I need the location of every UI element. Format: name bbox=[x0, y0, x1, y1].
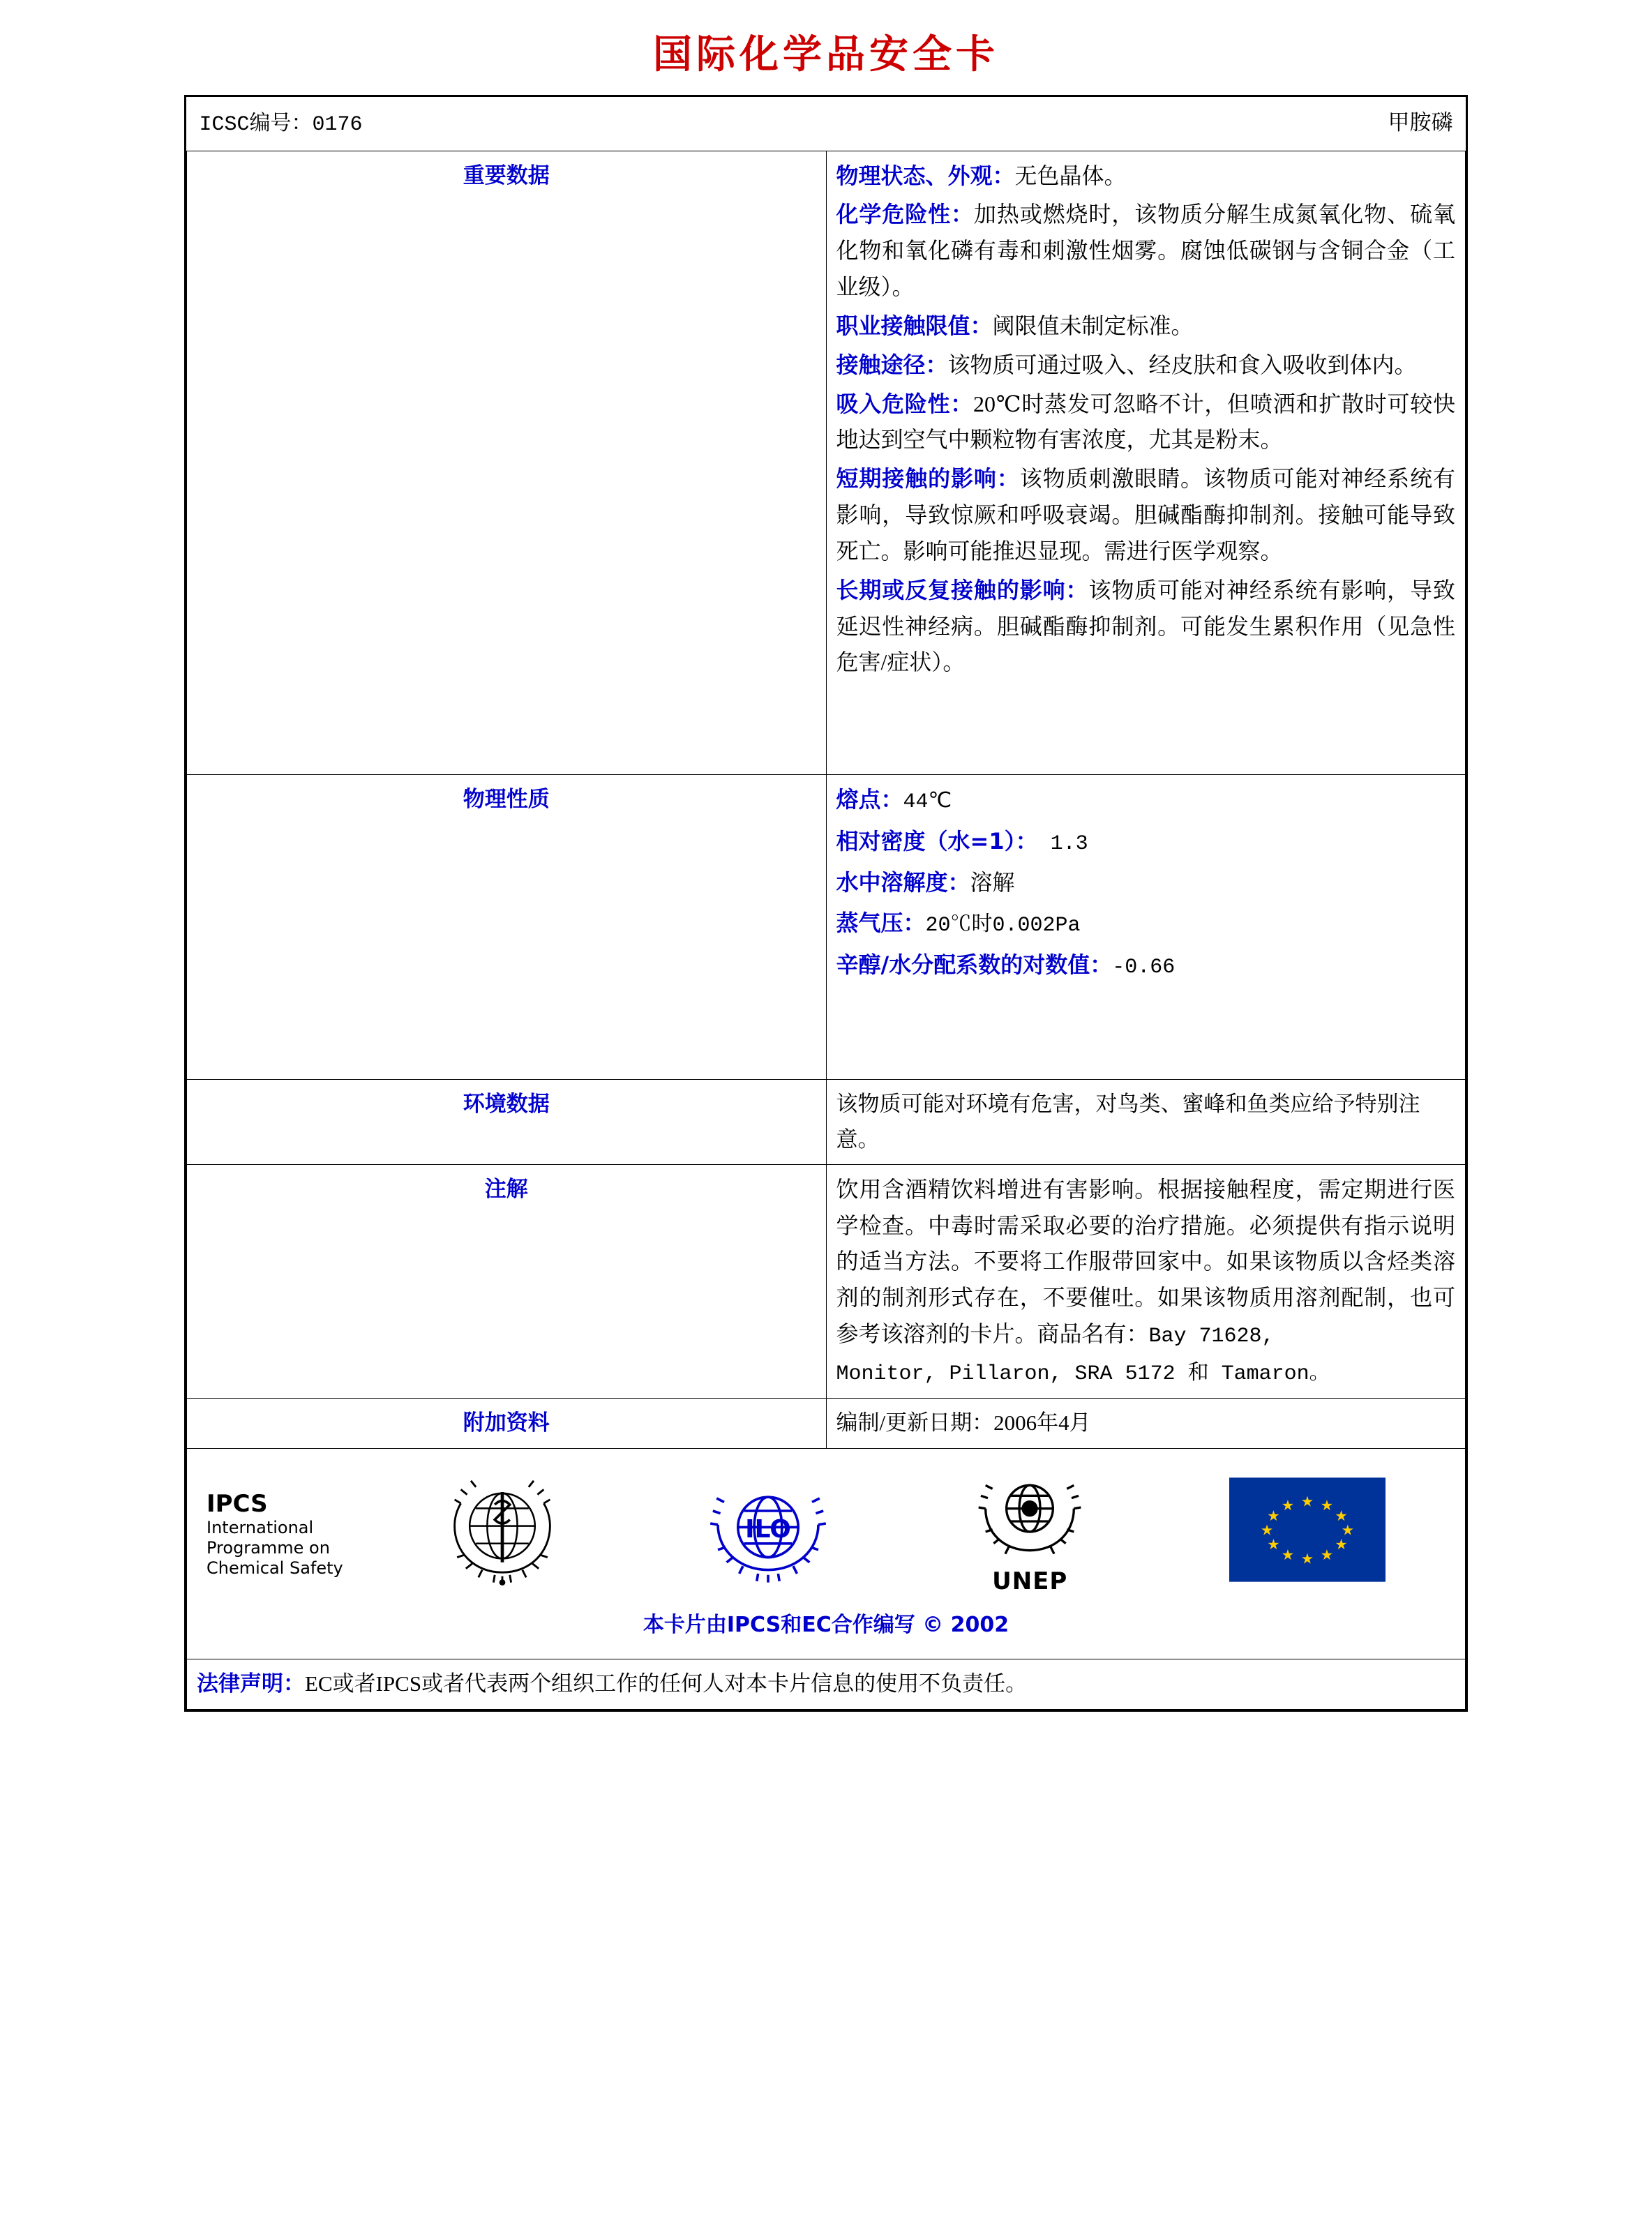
physical-item-label: 辛醇/水分配系数的对数值： bbox=[836, 951, 1113, 978]
ipcs-line-2: Programme on bbox=[206, 1538, 330, 1558]
eu-flag-slot bbox=[1159, 1477, 1456, 1592]
svg-text:★: ★ bbox=[1260, 1523, 1274, 1539]
environmental-data-content: 该物质可能对环境有危害，对鸟类、蜜峰和鱼类应给予特别注意。 bbox=[826, 1080, 1466, 1164]
who-logo-slot bbox=[370, 1467, 636, 1603]
physical-item-value: -0.66 bbox=[1112, 955, 1176, 979]
physical-properties-content bbox=[826, 775, 1466, 1080]
important-item-label: 吸入危险性： bbox=[836, 390, 974, 417]
svg-text:★: ★ bbox=[1341, 1523, 1354, 1539]
important-item bbox=[836, 347, 1456, 384]
notes-label: 注解 bbox=[187, 1164, 827, 1399]
icsc-number-label: ICSC编号： bbox=[199, 113, 313, 137]
physical-item-label: 相对密度（水=1）： bbox=[836, 827, 1038, 854]
credit-line: 本卡片由IPCS和EC合作编写 © 2002 bbox=[643, 1612, 1009, 1637]
svg-text:ILO: ILO bbox=[744, 1514, 791, 1544]
important-data-row bbox=[187, 151, 1466, 775]
ipcs-line-1: International bbox=[206, 1517, 314, 1537]
unep-logo bbox=[970, 1469, 1089, 1601]
legal-row bbox=[187, 1659, 1466, 1709]
physical-item-value: 1.3 bbox=[1037, 831, 1088, 856]
important-item bbox=[836, 158, 1456, 195]
footer-logos-cell bbox=[187, 1448, 1466, 1659]
svg-text:★: ★ bbox=[1281, 1498, 1294, 1514]
ipcs-abbrev: IPCS bbox=[206, 1489, 268, 1518]
important-item bbox=[836, 573, 1456, 681]
important-item-label: 化学危险性： bbox=[836, 201, 974, 228]
page-title: 国际化学品安全卡 bbox=[653, 32, 999, 77]
svg-text:★: ★ bbox=[1281, 1547, 1294, 1563]
svg-text:★: ★ bbox=[1320, 1498, 1333, 1514]
important-item-text: 20℃时蒸发可忽略不计，但喷洒和扩散时可较快地达到空气中颗粒物有害浓度，尤其是粉末。 bbox=[836, 391, 1455, 453]
notes-trade-names-2: Monitor, Pillaron, SRA 5172 和 Tamaron。 bbox=[836, 1362, 1330, 1386]
ilo-logo bbox=[705, 1467, 831, 1603]
notes-content bbox=[826, 1164, 1466, 1399]
important-item bbox=[836, 386, 1456, 459]
important-item-label: 接触途径： bbox=[836, 351, 948, 378]
svg-text:★: ★ bbox=[1267, 1537, 1280, 1553]
important-item bbox=[836, 197, 1456, 305]
logos-container bbox=[197, 1456, 1455, 1607]
chemical-name: 甲胺磷 bbox=[1388, 110, 1453, 135]
important-item-label: 职业接触限值： bbox=[836, 312, 993, 339]
svg-text:★: ★ bbox=[1300, 1551, 1314, 1567]
physical-item bbox=[836, 865, 1456, 901]
eu-flag-icon bbox=[1229, 1477, 1386, 1592]
physical-item-value: 44℃ bbox=[903, 790, 952, 815]
svg-text:★: ★ bbox=[1320, 1547, 1333, 1563]
svg-text:★: ★ bbox=[1335, 1508, 1348, 1524]
svg-text:★: ★ bbox=[1267, 1508, 1280, 1524]
physical-item-label: 熔点： bbox=[836, 786, 903, 813]
important-item bbox=[836, 461, 1456, 569]
additional-info-row bbox=[187, 1399, 1466, 1448]
card-header-row bbox=[187, 97, 1466, 151]
important-data-content bbox=[826, 151, 1466, 775]
important-item-text: 加热或燃烧时，该物质分解生成氮氧化物、硫氧化物和氧化磷有毒和刺激性烟雾。腐蚀低碳钢与含铜合金（工业级）。 bbox=[836, 202, 1455, 300]
important-data-label: 重要数据 bbox=[187, 151, 827, 775]
notes-text: 饮用含酒精饮料增进有害影响。根据接触程度，需定期进行医学检查。中毒时需采取必要的治疗措施。必须提供有指示说明的适当方法。不要将工作服带回家中。如果该物质以含烃类溶剂的制剂形式存在，不要催吐。如果该物质用溶剂配制，也可参考该溶剂的卡片。商品名有： bbox=[836, 1176, 1455, 1347]
physical-properties-label: 物理性质 bbox=[187, 775, 827, 1080]
svg-text:★: ★ bbox=[1335, 1537, 1348, 1553]
important-item-text: 该物质可通过吸入、经皮肤和食入吸收到体内。 bbox=[947, 352, 1417, 377]
physical-properties-spacer bbox=[836, 988, 1456, 1072]
icsc-number-value: 0176 bbox=[312, 113, 363, 137]
footer-logos-row bbox=[187, 1448, 1466, 1659]
physical-item-value: 20℃时0.002Pa bbox=[925, 914, 1081, 938]
notes-row bbox=[187, 1164, 1466, 1399]
important-item-label: 物理状态、外观： bbox=[836, 162, 1015, 189]
physical-item-label: 水中溶解度： bbox=[836, 869, 970, 896]
important-item-label: 短期接触的影响： bbox=[836, 465, 1020, 492]
notes-trade-names-1: Bay 71628, bbox=[1148, 1325, 1275, 1349]
icsc-table bbox=[186, 97, 1466, 1710]
icsc-card bbox=[184, 95, 1468, 1712]
important-data-spacer bbox=[836, 684, 1456, 767]
physical-properties-row bbox=[187, 775, 1466, 1080]
environmental-data-row bbox=[187, 1080, 1466, 1164]
unep-label: UNEP bbox=[992, 1567, 1068, 1595]
physical-item-label: 蒸气压： bbox=[836, 910, 926, 937]
environmental-data-label: 环境数据 bbox=[187, 1080, 827, 1164]
important-item-text: 该物质可能对神经系统有影响，导致延迟性神经病。胆碱酯酶抑制剂。可能发生累积作用（见急性危害/症状）。 bbox=[836, 577, 1455, 675]
legal-text: EC或者IPCS或者代表两个组织工作的任何人对本卡片信息的使用不负责任。 bbox=[305, 1671, 1028, 1696]
important-item bbox=[836, 308, 1456, 345]
ipcs-line-3: Chemical Safety bbox=[206, 1558, 343, 1579]
ipcs-text-block bbox=[197, 1491, 370, 1579]
physical-item bbox=[836, 905, 1456, 943]
svg-text:★: ★ bbox=[1300, 1493, 1314, 1509]
important-item-label: 长期或反复接触的影响： bbox=[836, 576, 1089, 603]
ilo-logo-slot bbox=[636, 1467, 901, 1603]
physical-item bbox=[836, 782, 1456, 820]
physical-item-value: 溶解 bbox=[970, 870, 1015, 896]
physical-item bbox=[836, 824, 1456, 861]
legal-cell bbox=[187, 1659, 1466, 1709]
important-item-text: 该物质刺激眼睛。该物质可能对神经系统有影响，导致惊厥和呼吸衰竭。胆碱酯酶抑制剂。接触可能导致死亡。影响可能推迟显现。需进行医学观察。 bbox=[836, 466, 1455, 564]
unep-logo-slot bbox=[901, 1469, 1159, 1601]
important-item-text: 阈限值未制定标准。 bbox=[992, 312, 1194, 338]
legal-label: 法律声明： bbox=[197, 1671, 305, 1697]
additional-info-content: 编制/更新日期：2006年4月 bbox=[826, 1399, 1466, 1448]
important-item-text: 无色晶体。 bbox=[1014, 163, 1127, 188]
additional-info-label: 附加资料 bbox=[187, 1399, 827, 1448]
physical-item bbox=[836, 947, 1456, 985]
who-logo bbox=[440, 1467, 565, 1603]
